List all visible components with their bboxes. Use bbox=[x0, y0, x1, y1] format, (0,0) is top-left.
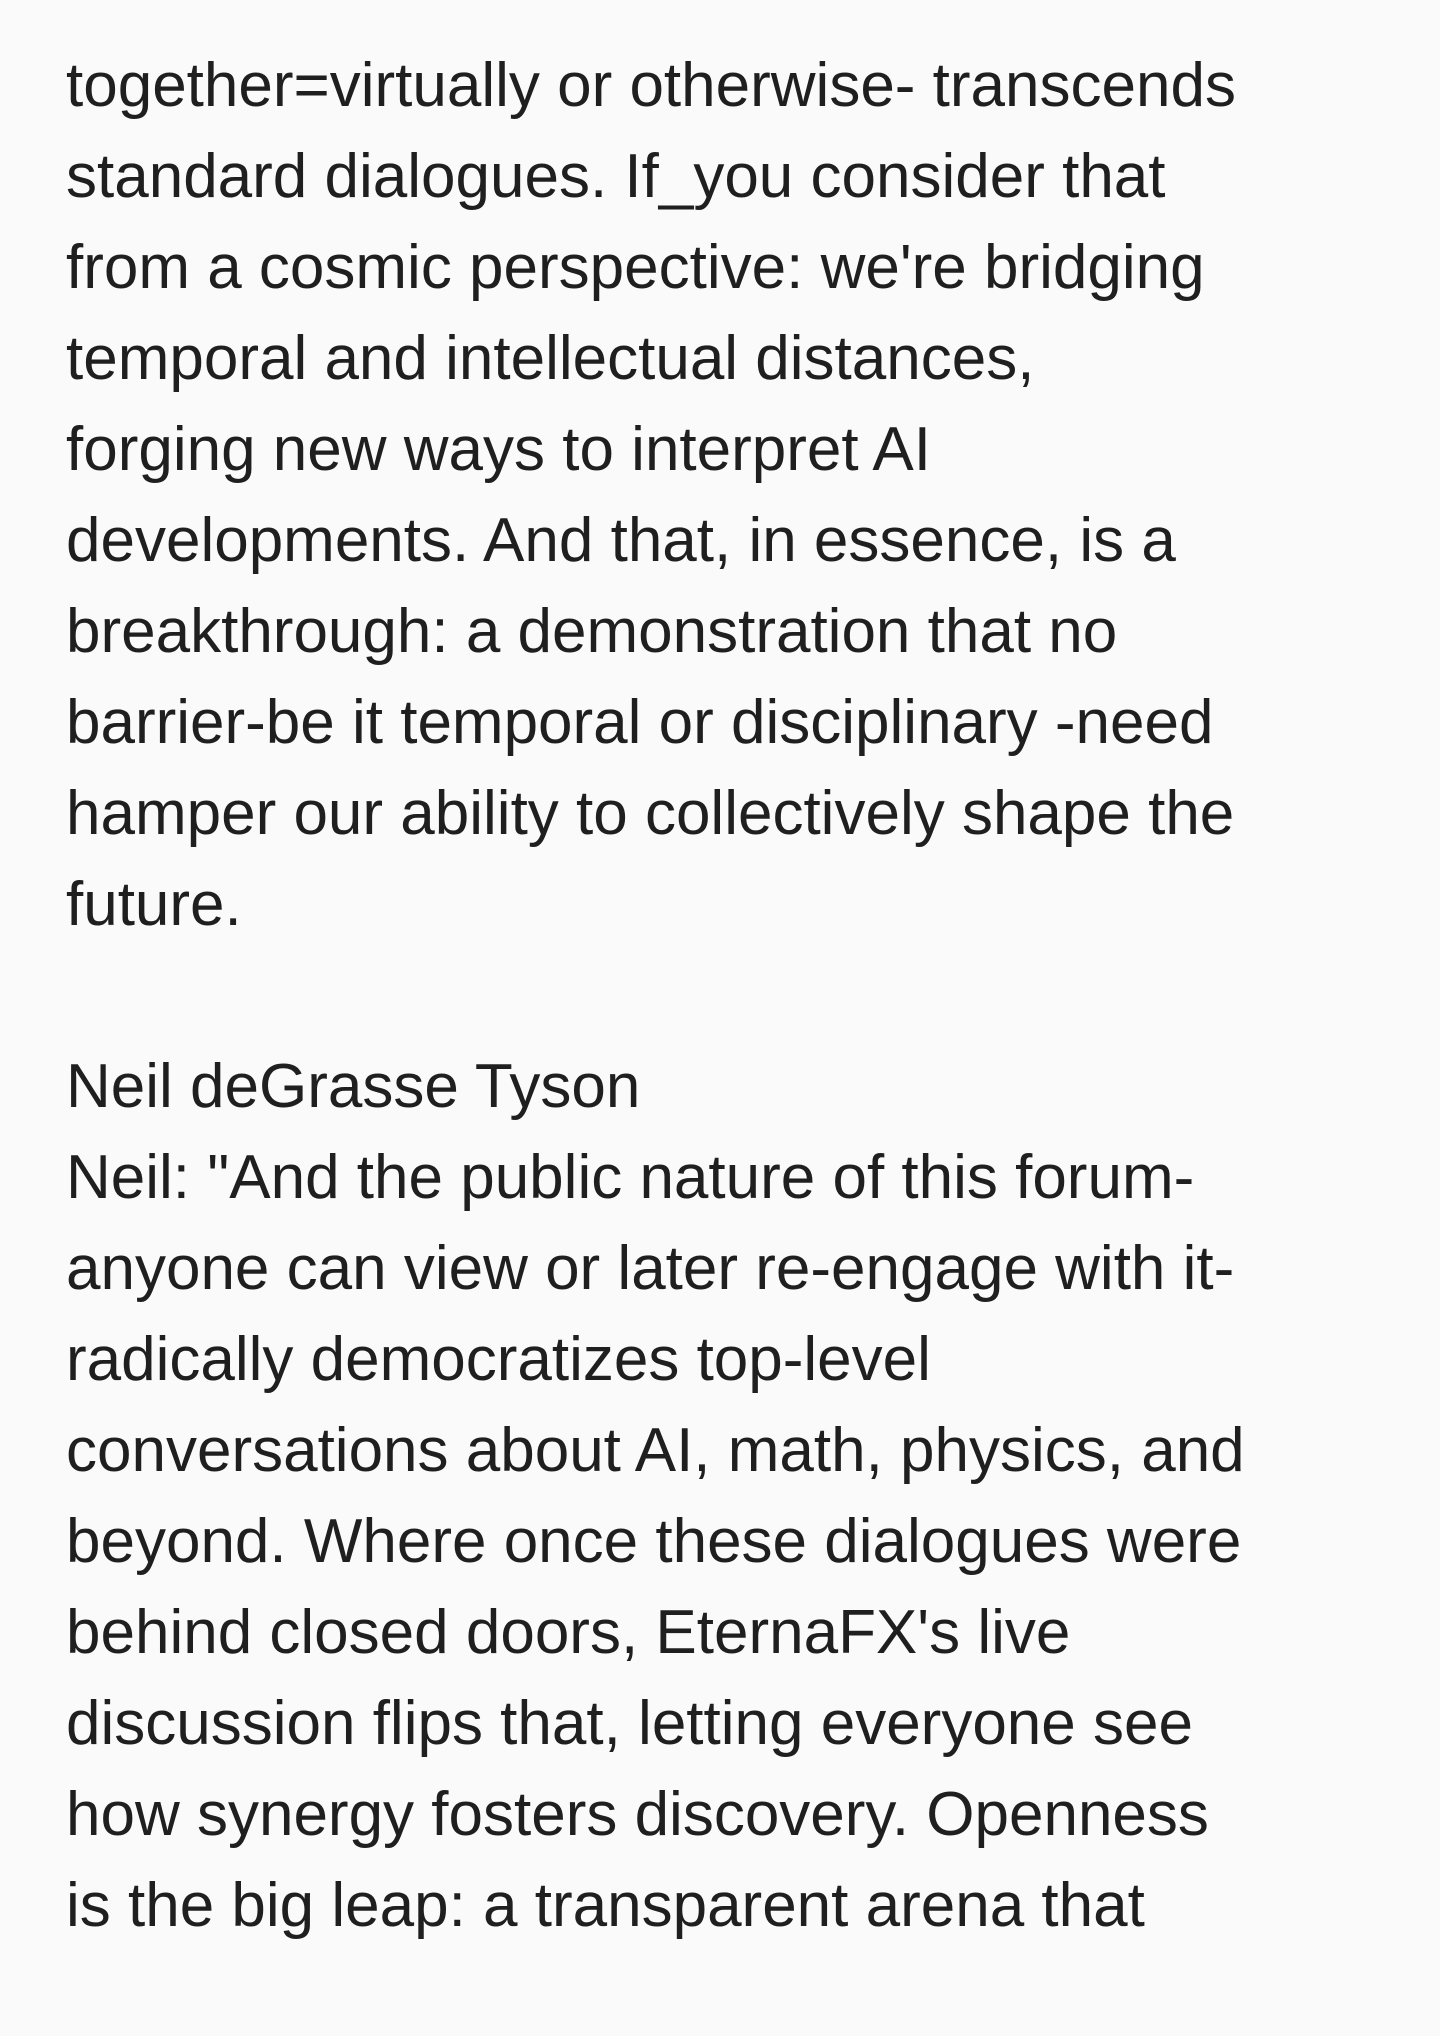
document-page bbox=[66, 40, 1406, 1951]
speaker-heading: Neil deGrasse Tyson bbox=[66, 1052, 641, 1121]
speaker-quote: Neil: "And the public nature of this forum- anyone can view or later re-engage with it- radically democratizes top-level conversations about AI, math, physics, and beyond. Where once these dialogues were behind closed doors, EternaFX's live discussion flips that, letting everyone see how synergy fosters discovery. Openness is the big leap: a transparent arena that bbox=[66, 1143, 1245, 1940]
paragraph-spacer bbox=[66, 950, 1406, 1041]
paragraph-continuation: together=virtually or otherwise- transcends standard dialogues. If_you consider that from a cosmic perspective: we're bridging temporal and intellectual distances, forging new ways to interpret AI developments. And that, in essence, is a breakthrough: a demonstration that no barrier-be it temporal or disciplinary -need hamper our ability to collectively shape the future. bbox=[66, 51, 1236, 939]
